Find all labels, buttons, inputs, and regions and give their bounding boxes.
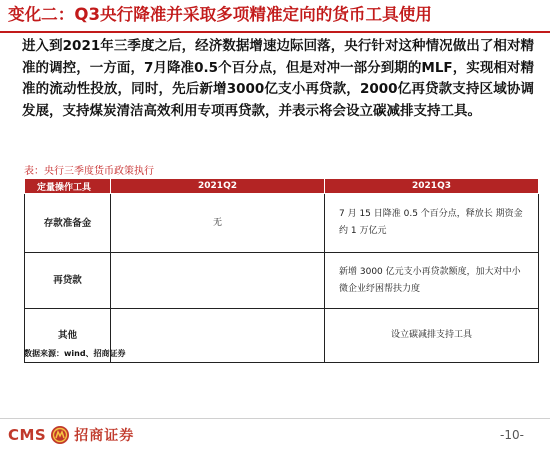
cell-q2	[111, 309, 325, 363]
cell-q3: 7 月 15 日降准 0.5 个百分点，释放长 期资金约 1 万亿元	[325, 194, 539, 253]
column-header-tool: 定量操作工具	[25, 179, 111, 194]
table-caption: 表：央行三季度货币政策执行	[24, 166, 154, 177]
row-label: 再贷款	[25, 253, 111, 309]
title-divider	[0, 31, 550, 33]
cell-q2: 无	[111, 194, 325, 253]
data-source-note: 数据来源：wind、招商证券	[24, 349, 126, 358]
body-paragraph: 进入到2021年三季度之后，经济数据增速边际回落，央行针对这种情况做出了相对精准的调控，一方面，7月降准0.5个百分点，但是对冲一部分到期的MLF，实现相对精准的流动性投放，同时，先后新增3000亿支小再贷款，2000亿再贷款支持区域协调发展，支持煤炭清洁高效利用专项再贷款，并表示将会设立碳减排支持工具。	[22, 38, 534, 119]
column-header-q3: 2021Q3	[325, 179, 539, 194]
policy-table	[24, 178, 539, 363]
table-header-row	[25, 179, 539, 194]
cell-q3: 新增 3000 亿元支小再贷款额度，加大对中小微企业纾困帮扶力度	[325, 253, 539, 309]
company-logo	[8, 424, 134, 446]
footer-divider	[0, 418, 550, 419]
table-row	[25, 253, 539, 309]
column-header-q2: 2021Q2	[111, 179, 325, 194]
row-label: 存款准备金	[25, 194, 111, 253]
logo-chinese-text: 招商证券	[74, 428, 135, 444]
title-bar	[0, 0, 550, 32]
cell-q3: 设立碳减排支持工具	[325, 309, 539, 363]
cell-q2	[111, 253, 325, 309]
logo-latin-text: CMS	[8, 426, 47, 444]
page-title: 变化二：Q3央行降准并采取多项精准定向的货币工具使用	[8, 5, 432, 24]
logo-emblem-icon	[50, 425, 70, 445]
page-number: -10-	[500, 428, 524, 442]
table-row	[25, 194, 539, 253]
row-label: 其他	[25, 309, 111, 363]
